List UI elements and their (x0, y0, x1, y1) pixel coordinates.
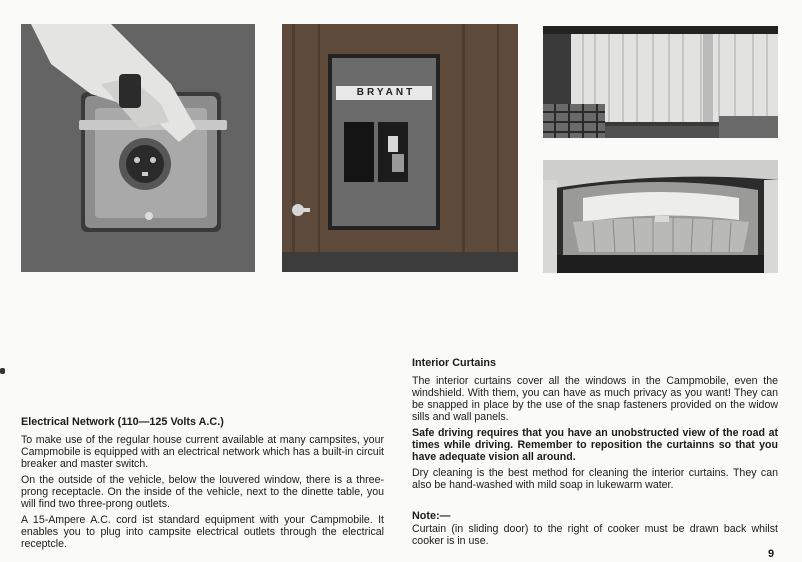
paragraph: The interior curtains cover all the windows in the Campmobile, even the windshield. With them, you can have as much privacy as you want! They can be snapped in place by the use of the snap fasteners provided on the widow sills and wall panels. (412, 375, 778, 423)
paragraph: To make use of the regular house current available at many campsites, your Campmobile is equipped with an electrical network which has a built-in circuit breaker and master switch. (21, 434, 384, 470)
note-heading: Note:— (412, 510, 451, 522)
margin-mark (0, 368, 5, 374)
electrical-network-section (21, 416, 384, 554)
paragraph: On the outside of the vehicle, below the louvered window, there is a three-prong receptacle. On the inside of the vehicle, next to the dinette table, you will find two three-prong outlets. (21, 474, 384, 510)
section-heading-curtains: Interior Curtains (412, 357, 496, 369)
photo-exterior-receptacle (21, 24, 255, 272)
paragraph: A 15-Ampere A.C. cord ist standard equipment with your Campmobile. It enables you to plug into campsite electrical outlets through the electrical receptcle. (21, 514, 384, 550)
safety-warning-paragraph: Safe driving requires that you have an unobstructed view of the road at times while driving. Remember to reposition the curtainns so that you have adequate vision all around. (412, 427, 778, 463)
page-number: 9 (768, 548, 775, 560)
note-section (412, 510, 778, 547)
photo-rear-curtains (543, 160, 778, 273)
interior-curtains-section (412, 357, 778, 495)
section-heading-electrical: Electrical Network (110—125 Volts A.C.) (21, 416, 224, 428)
paragraph: Dry cleaning is the best method for cleaning the interior curtains. They can also be hand-washed with mild soap in lukewarm water. (412, 467, 778, 491)
photo-circuit-breaker-panel (282, 24, 518, 272)
note-text: Curtain (in sliding door) to the right of cooker must be drawn back whilst cooker is in use. (412, 523, 778, 547)
brand-label: BRYANT (356, 87, 416, 98)
photo-window-curtains (543, 26, 778, 138)
